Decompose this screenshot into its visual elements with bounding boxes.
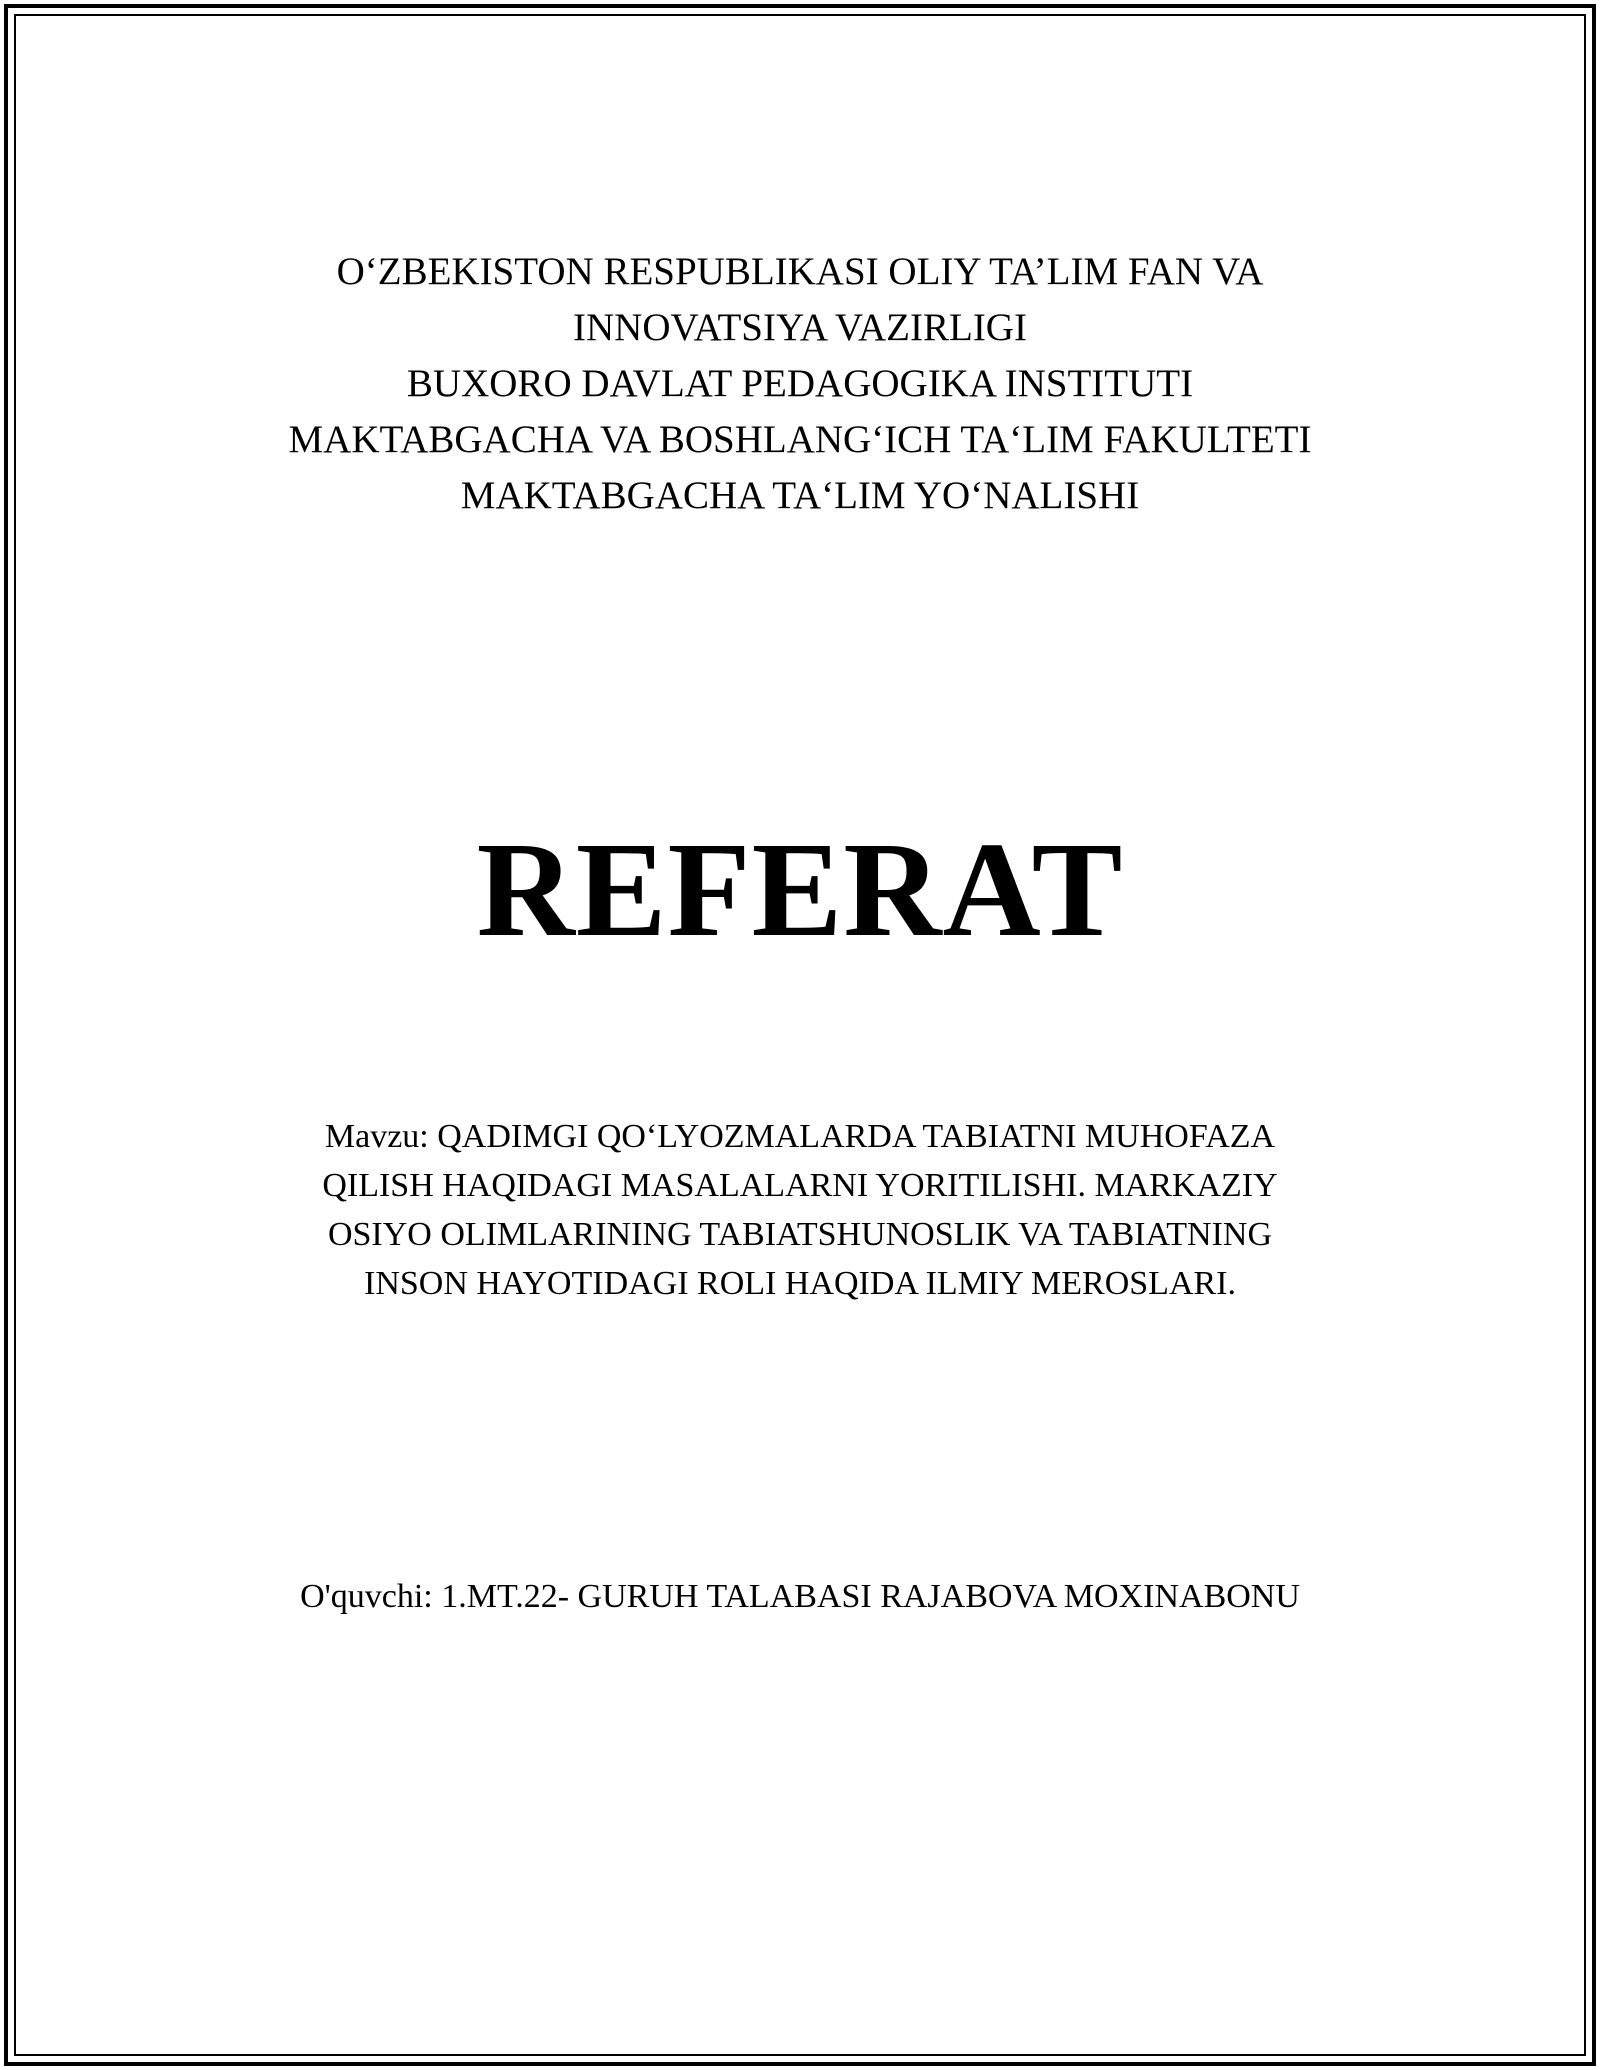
header-line-institute: BUXORO DAVLAT PEDAGOGIKA INSTITUTI	[406, 362, 1194, 405]
header-line-faculty: MAKTABGACHA VA BOSHLANG‘ICH TA‘LIM FAKULTETI	[288, 418, 1312, 461]
student-info: O'quvchi: 1.MT.22- GURUH TALABASI RAJABOVA MOXINABONU	[300, 1578, 1300, 1615]
topic-line-4: INSON HAYOTIDAGI ROLI HAQIDA ILMIY MEROSLARI.	[364, 1265, 1236, 1302]
header-line-ministry-1: O‘ZBEKISTON RESPUBLIKASI OLIY TA’LIM FAN VA	[336, 250, 1264, 293]
topic-line-1: Mavzu: QADIMGI QO‘LYOZMALARDA TABIATNI MUHOFAZA	[324, 1118, 1276, 1155]
document-title: REFERAT	[476, 815, 1124, 965]
topic-block	[0, 1112, 1600, 1308]
header-line-department: MAKTABGACHA TA‘LIM YO‘NALISHI	[460, 474, 1140, 517]
topic-line-2: QILISH HAQIDAGI MASALALARNI YORITILISHI. MARKAZIY	[322, 1167, 1278, 1204]
header-line-ministry-2: INNOVATSIYA VAZIRLIGI	[573, 306, 1027, 349]
institution-header	[0, 244, 1600, 524]
topic-line-3: OSIYO OLIMLARINING TABIATSHUNOSLIK VA TABIATNING	[327, 1216, 1273, 1253]
